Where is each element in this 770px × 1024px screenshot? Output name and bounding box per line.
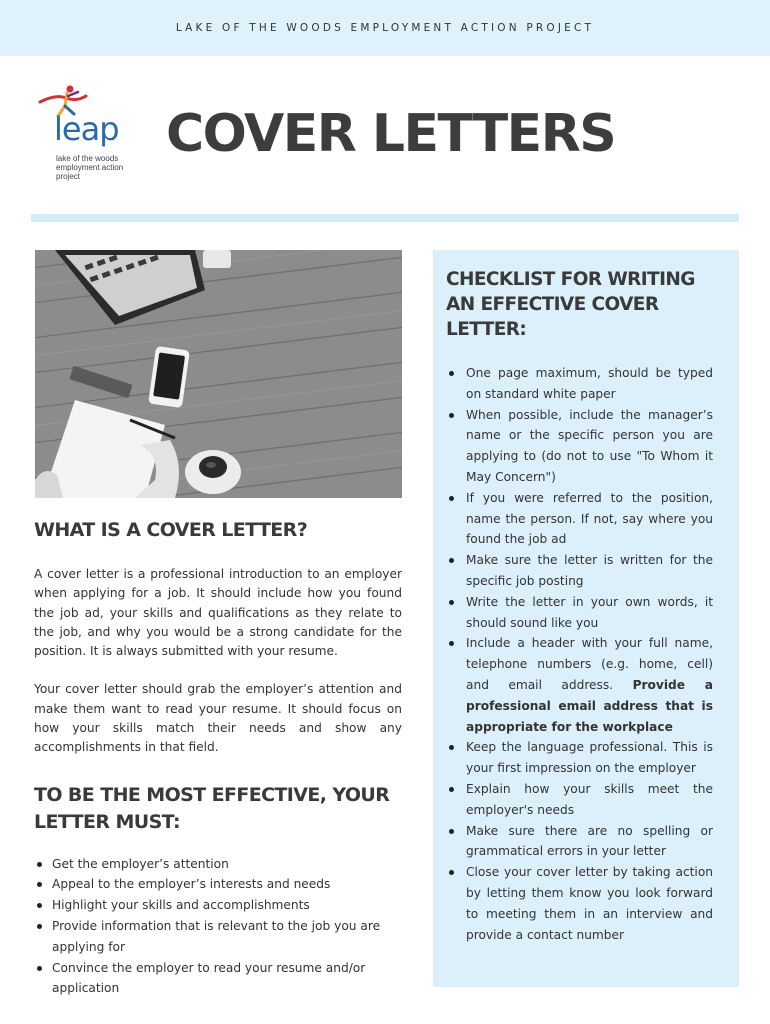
- list-item: One page maximum, should be typed on standard white paper: [446, 363, 713, 405]
- list-item: When possible, include the manager’s name or the specific person you are applying to (do not to use "To Whom it May Concern"): [446, 405, 713, 488]
- list-item-emphasis: Provide a professional email address that is appropriate for the workplace: [466, 677, 714, 734]
- desk-laptop-photo: [35, 250, 402, 498]
- list-item: Make sure the letter is written for the specific job posting: [446, 550, 713, 592]
- list-item: Get the employer’s attention: [34, 854, 402, 875]
- title-divider: [31, 214, 739, 222]
- list-item: Make sure there are no spelling or grammatical errors in your letter: [446, 821, 713, 863]
- org-name: LAKE OF THE WOODS EMPLOYMENT ACTION PROJECT: [175, 22, 595, 34]
- list-item: Write the letter in your own words, it should sound like you: [446, 592, 713, 634]
- what-is-paragraph-2: Your cover letter should grab the employer’s attention and make them want to read your resume. It should focus on how your skills match their needs and show any accomplishments in that field.: [34, 682, 402, 755]
- letter-must-list: [34, 854, 402, 1000]
- left-column: [34, 516, 402, 999]
- list-item: Explain how your skills meet the employer's needs: [446, 779, 713, 821]
- letter-must-heading: TO BE THE MOST EFFECTIVE, YOUR LETTER MUST:: [34, 783, 390, 833]
- checklist-panel: [433, 250, 739, 987]
- logo-tagline: lake of the woods employment action project: [56, 154, 124, 181]
- list-item: [446, 633, 713, 737]
- list-item: Convince the employer to read your resume and/or application: [34, 958, 402, 1000]
- list-item: Highlight your skills and accomplishments: [34, 895, 402, 916]
- list-item: If you were referred to the position, name the person. If not, say where you found the job ad: [446, 488, 713, 550]
- what-is-heading: WHAT IS A COVER LETTER?: [34, 519, 308, 541]
- leap-logo: [36, 84, 126, 190]
- checklist-heading: CHECKLIST FOR WRITING AN EFFECTIVE COVER LETTER:: [446, 269, 695, 340]
- logo-wordmark: leap: [54, 110, 119, 148]
- list-item: Provide information that is relevant to the job you are applying for: [34, 916, 402, 958]
- header-band: [0, 0, 770, 56]
- list-item: Keep the language professional. This is your first impression on the employer: [446, 737, 713, 779]
- list-item: Close your cover letter by taking action by letting them know you look forward to meeting them in an interview and provide a contact number: [446, 862, 713, 945]
- desk-photo-illustration: [35, 250, 402, 498]
- checklist-list: [446, 363, 713, 945]
- what-is-paragraph-1: A cover letter is a professional introduction to an employer when applying for a job. It should include how you found the job ad, your skills and qualifications as they relate to the job, and why you would be a strong candidate for the position. It is always submitted with your resume.: [34, 567, 402, 659]
- list-item: Appeal to the employer’s interests and needs: [34, 874, 402, 895]
- page-title: COVER LETTERS: [166, 104, 616, 164]
- list-item-text: Include a header with your full name, telephone numbers (e.g. home, cell) and email address.: [466, 636, 713, 692]
